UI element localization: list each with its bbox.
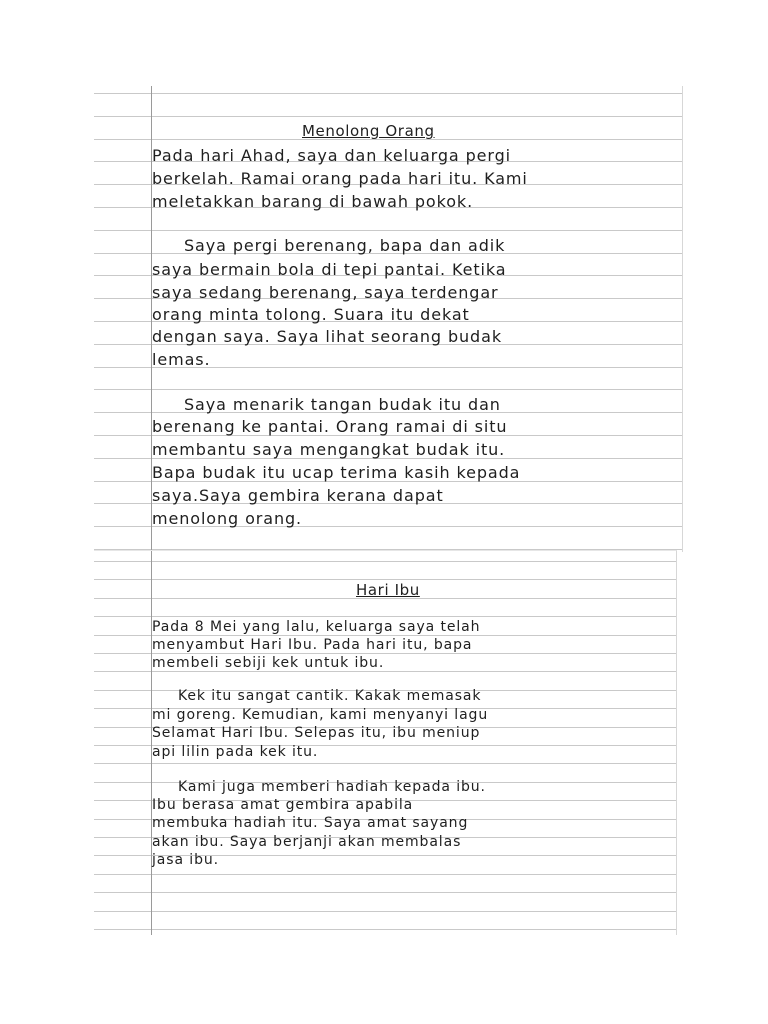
- text-line: membeli sebiji kek untuk ibu.: [152, 655, 385, 671]
- text-line: saya.Saya gembira kerana dapat: [152, 486, 444, 505]
- ruled-line: [94, 929, 676, 930]
- text-line: lemas.: [152, 350, 211, 369]
- essay-title: Hari Ibu: [356, 581, 420, 599]
- essay-page-menolong-orang: [94, 86, 683, 552]
- ruled-line: [94, 874, 676, 875]
- text-line: berenang ke pantai. Orang ramai di situ: [152, 417, 508, 436]
- text-line: dengan saya. Saya lihat seorang budak: [152, 327, 502, 346]
- text-line: Pada 8 Mei yang lalu, keluarga saya telah: [152, 619, 481, 635]
- ruled-line: [94, 93, 682, 94]
- ruled-line: [94, 616, 676, 617]
- text-line: Selamat Hari Ibu. Selepas itu, ibu meniup: [152, 725, 481, 741]
- text-line: Ibu berasa amat gembira apabila: [152, 797, 414, 813]
- text-line: meletakkan barang di bawah pokok.: [152, 192, 474, 211]
- text-line: mi goreng. Kemudian, kami menyanyi lagu: [152, 707, 489, 723]
- text-line: api lilin pada kek itu.: [152, 744, 319, 760]
- essay-page-hari-ibu: [94, 550, 677, 935]
- text-line: berkelah. Ramai orang pada hari itu. Kami: [152, 169, 528, 188]
- ruled-line: [94, 671, 676, 672]
- essay-title: Menolong Orang: [302, 122, 435, 140]
- text-line: saya bermain bola di tepi pantai. Ketika: [152, 260, 507, 279]
- text-line: akan ibu. Saya berjanji akan membalas: [152, 834, 462, 850]
- text-line: menyambut Hari Ibu. Pada hari itu, bapa: [152, 637, 473, 653]
- text-line: jasa ibu.: [152, 852, 219, 868]
- text-line: Pada hari Ahad, saya dan keluarga pergi: [152, 146, 512, 165]
- text-line: menolong orang.: [152, 509, 303, 528]
- ruled-line: [94, 653, 676, 654]
- text-line: orang minta tolong. Suara itu dekat: [152, 305, 470, 324]
- ruled-line: [94, 230, 682, 231]
- text-line: Saya menarik tangan budak itu dan: [184, 395, 501, 414]
- ruled-line: [94, 763, 676, 764]
- ruled-line: [94, 389, 682, 390]
- text-line: saya sedang berenang, saya terdengar: [152, 283, 499, 302]
- ruled-line: [94, 116, 682, 117]
- ruled-line: [94, 911, 676, 912]
- margin-line: [151, 551, 152, 935]
- text-line: membantu saya mengangkat budak itu.: [152, 440, 506, 459]
- text-line: membuka hadiah itu. Saya amat sayang: [152, 815, 469, 831]
- text-line: Saya pergi berenang, bapa dan adik: [184, 236, 506, 255]
- ruled-line: [94, 892, 676, 893]
- text-line: Bapa budak itu ucap terima kasih kepada: [152, 463, 521, 482]
- text-line: Kami juga memberi hadiah kepada ibu.: [178, 779, 486, 795]
- text-line: Kek itu sangat cantik. Kakak memasak: [178, 688, 482, 704]
- ruled-line: [94, 561, 676, 562]
